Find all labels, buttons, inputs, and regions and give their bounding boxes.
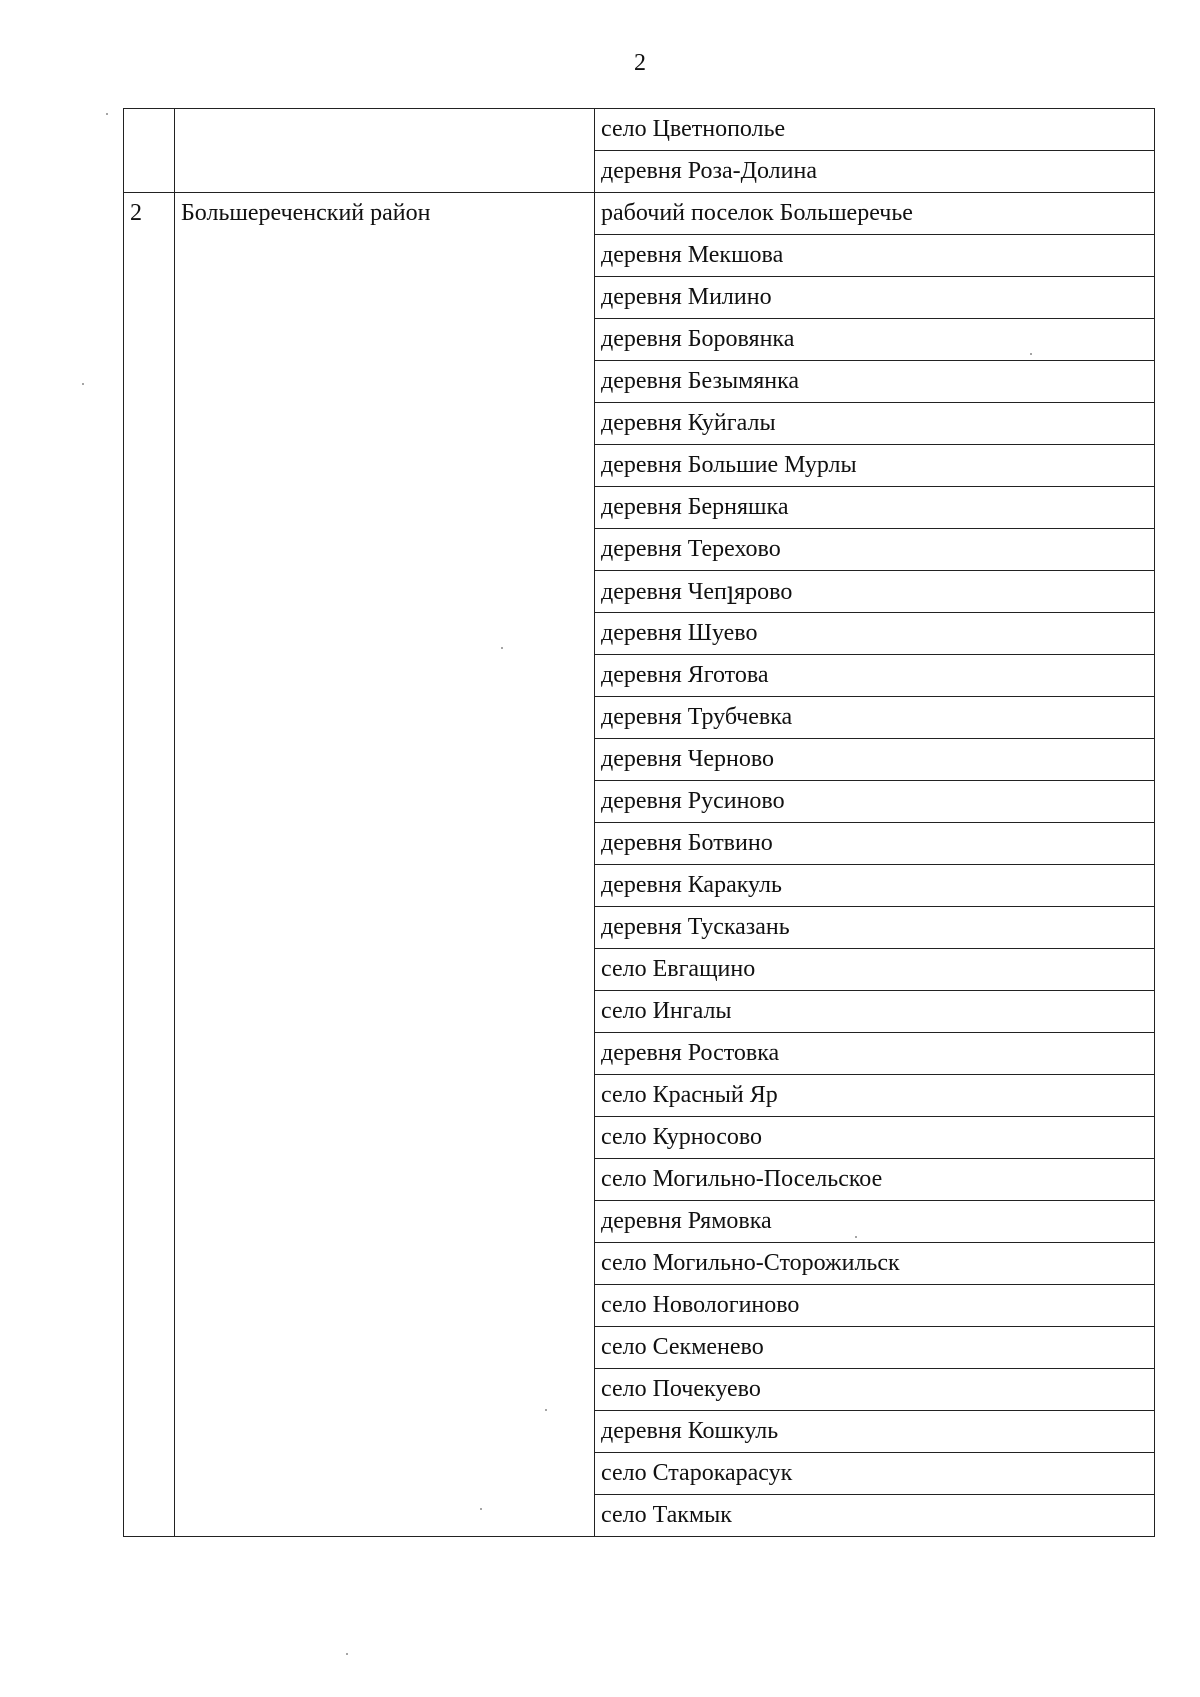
settlement-cell: село Евгащино: [595, 949, 1155, 991]
settlement-cell: деревня Безымянка: [595, 361, 1155, 403]
settlement-cell: деревня Терехово: [595, 529, 1155, 571]
settlements-table: [123, 108, 1155, 1537]
settlement-cell: рабочий поселок Большеречье: [595, 193, 1155, 235]
settlement-cell: деревня Трубчевка: [595, 697, 1155, 739]
settlement-cell: деревня Чепլярово: [595, 571, 1155, 613]
settlement-cell: село Курносово: [595, 1117, 1155, 1159]
number-cell-empty: [124, 109, 175, 193]
settlement-cell: деревня Ботвино: [595, 823, 1155, 865]
settlement-cell: село Почекуево: [595, 1369, 1155, 1411]
settlement-cell: деревня Черново: [595, 739, 1155, 781]
settlement-cell: деревня Шуево: [595, 613, 1155, 655]
settlement-cell: деревня Боровянка: [595, 319, 1155, 361]
scan-speck: [106, 113, 108, 115]
settlement-cell: деревня Рямовка: [595, 1201, 1155, 1243]
settlement-cell: село Красный Яр: [595, 1075, 1155, 1117]
settlement-cell: село Могильно-Сторожильск: [595, 1243, 1155, 1285]
scan-speck: [501, 647, 503, 649]
settlement-cell: деревня Ростовка: [595, 1033, 1155, 1075]
settlement-cell: село Секменево: [595, 1327, 1155, 1369]
scan-speck: [82, 383, 84, 385]
settlement-cell: деревня Куйгалы: [595, 403, 1155, 445]
settlement-cell: деревня Русиново: [595, 781, 1155, 823]
table-body: [124, 109, 1155, 1537]
settlement-cell: село Такмык: [595, 1495, 1155, 1537]
table-row: [124, 193, 1155, 235]
settlement-cell: деревня Роза-Долина: [595, 151, 1155, 193]
settlement-cell: деревня Тусказань: [595, 907, 1155, 949]
scan-speck: [346, 1653, 348, 1655]
district-cell-empty: [175, 109, 595, 193]
settlement-cell: село Могильно-Посельское: [595, 1159, 1155, 1201]
settlement-cell: деревня Большие Мурлы: [595, 445, 1155, 487]
settlement-cell: деревня Берняшка: [595, 487, 1155, 529]
page-number: 2: [634, 50, 646, 76]
scan-speck: [480, 1508, 482, 1510]
settlement-cell: деревня Кошкуль: [595, 1411, 1155, 1453]
scan-speck: [855, 1236, 857, 1238]
scan-speck: [545, 1409, 547, 1411]
scan-speck: [1030, 353, 1032, 355]
settlement-cell: село Ингалы: [595, 991, 1155, 1033]
district-name-cell: Большереченский район: [175, 193, 595, 1537]
settlement-cell: село Новологиново: [595, 1285, 1155, 1327]
settlement-cell: деревня Яготова: [595, 655, 1155, 697]
settlement-cell: село Старокарасук: [595, 1453, 1155, 1495]
settlement-cell: деревня Милино: [595, 277, 1155, 319]
table-row: [124, 109, 1155, 151]
district-number-cell: 2: [124, 193, 175, 1537]
settlement-cell: деревня Мекшова: [595, 235, 1155, 277]
settlement-cell: деревня Каракуль: [595, 865, 1155, 907]
settlement-cell: село Цветнополье: [595, 109, 1155, 151]
